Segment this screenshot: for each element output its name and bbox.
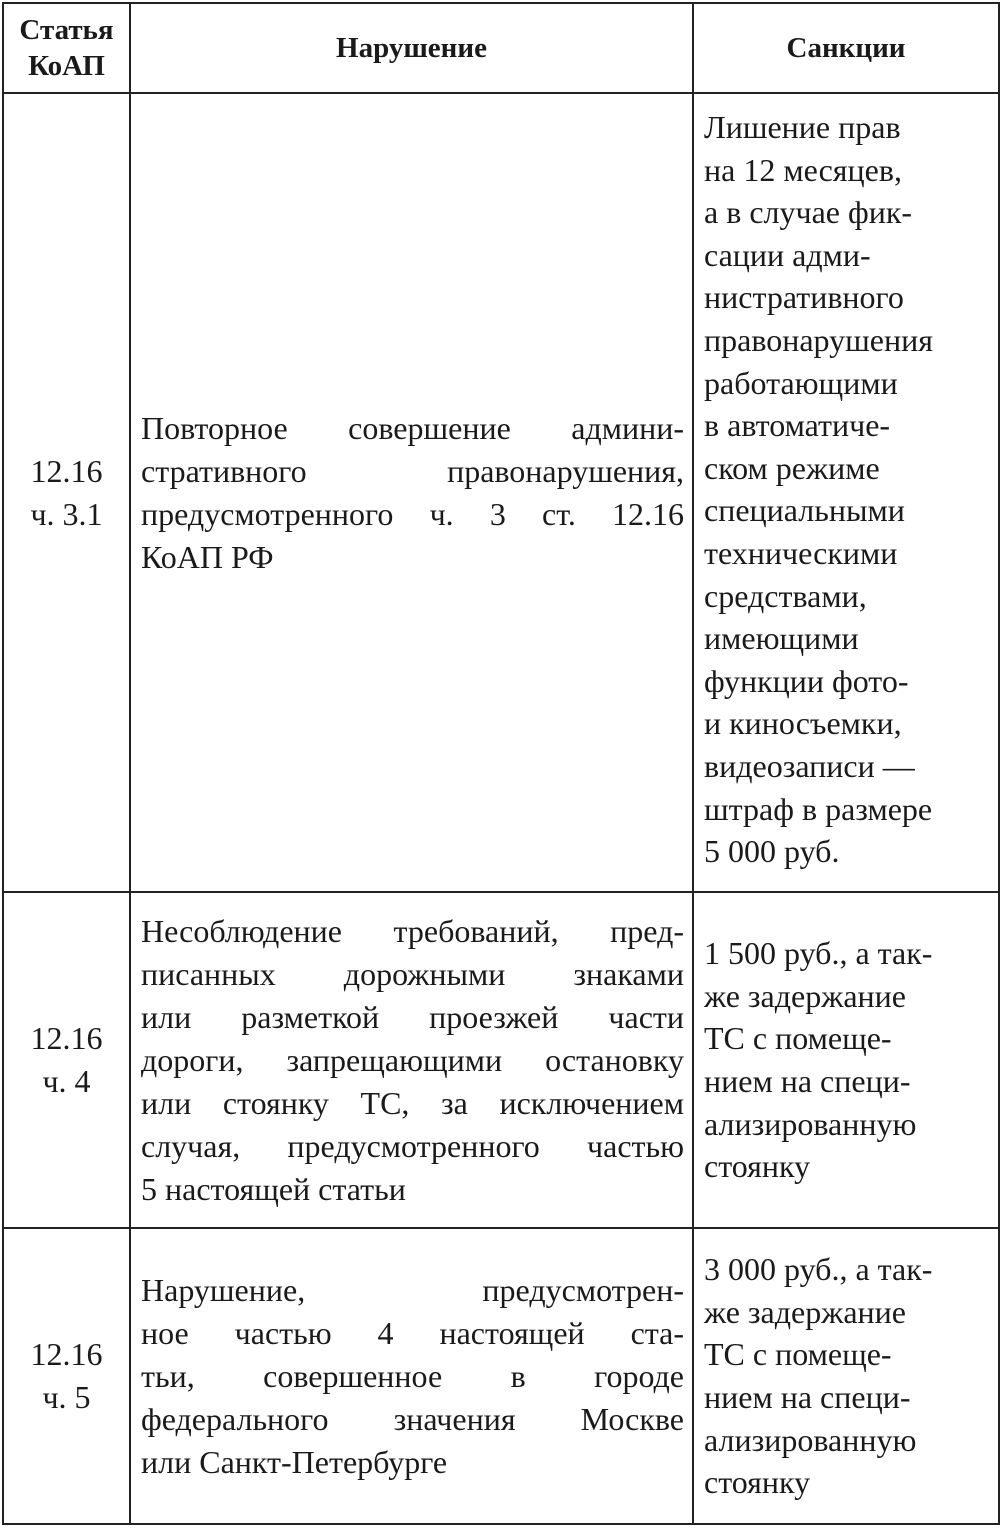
sanction-line: стоянку xyxy=(704,1148,811,1185)
violation-cell xyxy=(130,93,693,892)
violation-line: случая, предусмотренного частью xyxy=(141,1127,684,1164)
violation-line: или Санкт-Петербурге xyxy=(141,1443,448,1480)
header-article-line: Статья xyxy=(19,14,114,46)
violation-line: или разметкой проезжей части xyxy=(141,998,684,1035)
sanction-line: а в случае фик- xyxy=(704,194,913,231)
sanction-line: ализированную xyxy=(704,1421,917,1458)
article-line: ч. 4 xyxy=(42,1063,91,1099)
sanction-line: нистративного xyxy=(704,279,904,316)
violation-line: Несоблюдение требований, пред- xyxy=(141,912,684,949)
sanction-line: же задержание xyxy=(704,1293,906,1330)
sanction-line: правонарушения xyxy=(704,321,933,358)
sanction-line: на 12 месяцев, xyxy=(704,151,902,188)
sanction-line: сации адми- xyxy=(704,236,871,273)
sanction-line: нием на специ- xyxy=(704,1379,911,1415)
violation-cell xyxy=(130,1228,693,1524)
sanction-line: 5 000 руб. xyxy=(704,833,840,870)
violation-line: федерального значения Москве xyxy=(141,1400,684,1437)
sanction-line: 3 000 руб., а так- xyxy=(704,1251,933,1288)
sanction-line: же задержание xyxy=(704,977,906,1014)
violation-line: Нарушение, предусмотрен- xyxy=(141,1271,684,1308)
table-row xyxy=(3,1228,999,1524)
sanction-line: ском режиме xyxy=(704,449,880,486)
article-line: ч. 5 xyxy=(42,1379,91,1415)
sanction-line: функции фото- xyxy=(704,662,909,699)
article-line: 12.16 xyxy=(30,452,103,489)
sanction-line: и киносъемки, xyxy=(704,705,902,742)
sanction-line: 1 500 руб., а так- xyxy=(704,935,933,972)
violation-line: или стоянку ТС, за исключением xyxy=(141,1084,684,1121)
violation-line: стративного правонарушения, xyxy=(141,452,684,489)
sanction-line: Лишение прав xyxy=(704,109,901,145)
sanction-line: ализированную xyxy=(704,1105,917,1142)
sanction-line: штраф в размере xyxy=(704,790,933,827)
violation-line: предусмотренного ч. 3 ст. 12.16 xyxy=(141,495,684,532)
sanction-line: стоянку xyxy=(704,1464,811,1501)
sanction-line: ТС с помеще- xyxy=(704,1336,892,1373)
sanction-line: нием на специ- xyxy=(704,1063,911,1099)
sanction-line: в автоматиче- xyxy=(704,407,891,444)
article-cell xyxy=(3,93,130,892)
koap-sanctions-table xyxy=(2,2,1000,1525)
sanction-line: работающими xyxy=(704,364,898,401)
sanction-cell xyxy=(693,1228,999,1524)
table-row xyxy=(3,93,999,892)
sanction-line: техническими xyxy=(704,534,898,571)
sanction-cell xyxy=(693,892,999,1228)
table-row xyxy=(3,892,999,1228)
article-line: ч. 3.1 xyxy=(30,495,103,532)
violation-cell xyxy=(130,892,693,1228)
article-cell xyxy=(3,1228,130,1524)
table-header-row xyxy=(3,3,999,93)
violation-line: ное частью 4 настоящей ста- xyxy=(141,1314,684,1351)
violation-line: КоАП РФ xyxy=(141,538,274,575)
article-line: 12.16 xyxy=(30,1020,103,1056)
violation-line: дороги, запрещающими остановку xyxy=(141,1041,684,1078)
article-cell xyxy=(3,892,130,1228)
header-violation: Нарушение xyxy=(130,3,693,93)
violation-line: тьи, совершенное в городе xyxy=(141,1357,684,1394)
sanction-line: видеозаписи — xyxy=(704,747,915,784)
article-line: 12.16 xyxy=(30,1336,103,1372)
sanction-line: специальными xyxy=(704,492,905,529)
header-article xyxy=(3,3,130,93)
header-sanctions: Санкции xyxy=(693,3,999,93)
violation-line: писанных дорожными знаками xyxy=(141,955,684,992)
violation-line: 5 настоящей статьи xyxy=(141,1170,406,1207)
header-article-line: КоАП xyxy=(28,50,105,82)
sanction-line: ТС с помеще- xyxy=(704,1020,892,1057)
sanction-cell xyxy=(693,93,999,892)
sanction-line: имеющими xyxy=(704,620,859,657)
sanction-line: средствами, xyxy=(704,577,867,614)
violation-line: Повторное совершение админи- xyxy=(141,409,684,446)
